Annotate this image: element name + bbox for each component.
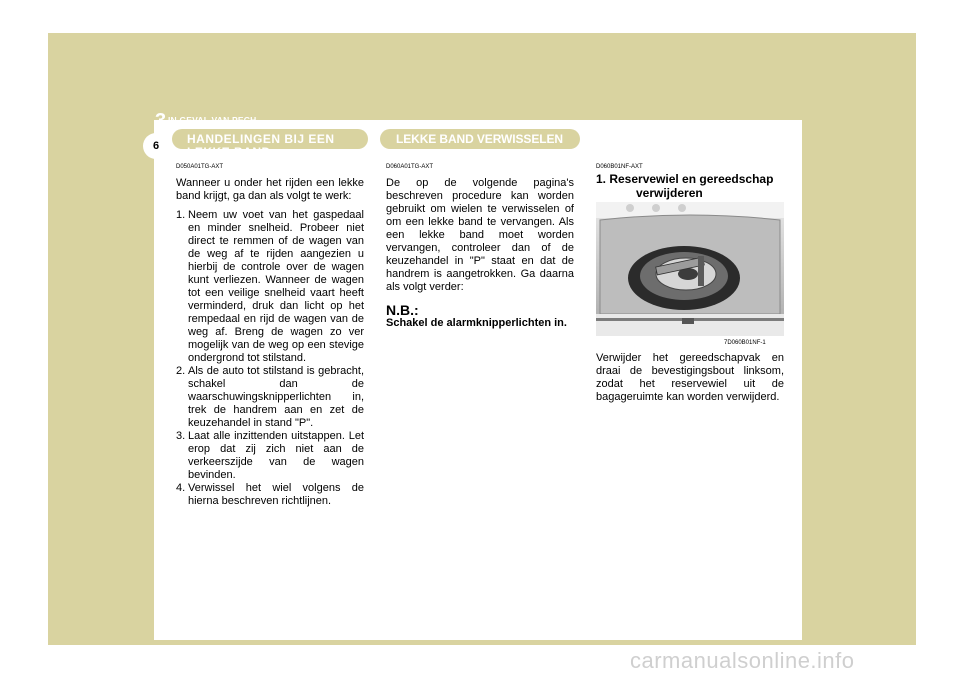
section-heading-flat-tire: HANDELINGEN BIJ EEN LEKKE BAND xyxy=(187,132,335,159)
subsection-heading xyxy=(596,172,786,200)
list-item xyxy=(176,209,364,365)
subsection-heading-line2: verwijderen xyxy=(636,186,703,200)
spare-wheel-photo xyxy=(596,202,784,336)
step-number: 4. xyxy=(176,482,186,494)
chapter-number: 3 xyxy=(155,110,167,132)
section-code: D050A01TG-AXT xyxy=(176,164,224,170)
section-heading-change-tire: LEKKE BAND VERWISSELEN xyxy=(396,132,563,146)
list-item xyxy=(176,482,364,508)
step-text: Laat alle inzittenden uitstappen. Let erop dat zij zich niet aan de verkeerszijde van de wagen bevinden. xyxy=(188,430,364,481)
step-text: Als de auto tot stilstand is gebracht, schakel dan de waarschuwingsknipperlichten in, trek de handrem aan en zet de keuzehandel in stand "P". xyxy=(188,365,364,429)
list-item xyxy=(176,365,364,430)
subsection-heading-line1: 1. Reservewiel en gereedschap xyxy=(596,172,774,186)
step-number: 1. xyxy=(176,209,186,221)
step-number: 3. xyxy=(176,430,186,442)
figure-code: 7D060B01NF-1 xyxy=(724,340,766,346)
list-item xyxy=(176,430,364,482)
section-code: D060A01TG-AXT xyxy=(386,164,434,170)
step-text: Verwissel het wiel volgens de hierna beschreven richtlijnen. xyxy=(188,482,364,507)
page-number: 6 xyxy=(152,140,160,152)
step-number: 2. xyxy=(176,365,186,377)
intro-paragraph: Wanneer u onder het rijden een lekke band krijgt, ga dan als volgt te werk: xyxy=(176,177,364,202)
step-text: Neem uw voet van het gaspedaal en minder snelheid. Probeer niet direct te remmen of de wagen van de weg af te rijden aangezien u hierbij de controle over de wagen kunt verliezen. Wanneer de wagen tot een veilige snelheid vaart heeft verminderd, druk dan licht op het rempedaal en rijd de wagen van de weg af. Breng de wagen zo ver mogelijk van de weg op een stevige ondergrond tot stilstand. xyxy=(188,209,364,364)
removal-paragraph: Verwijder het gereedschapvak en draai de bevestigingsbout linksom, zodat het reservewiel uit de bagageruimte kan worden verwijderd. xyxy=(596,352,784,403)
watermark: carmanualsonline.info xyxy=(630,648,855,673)
note-title: N.B.: xyxy=(386,302,419,318)
step-list xyxy=(176,209,364,508)
spare-wheel-illustration xyxy=(596,202,784,336)
chapter-title: IN GEVAL VAN PECH xyxy=(168,115,257,125)
section-code: D060B01NF-AXT xyxy=(596,164,643,170)
procedure-paragraph: De op de volgende pagina's beschreven procedure kan worden gebruikt om wielen te verwisselen of om een lekke band te vervangen. Als een lekke band moet worden vervangen, controleer dan of de keuzehandel in "P" staat en dat de handrem is aangetrokken. Ga daarna als volgt verder: xyxy=(386,177,574,293)
note-text: Schakel de alarmknipperlichten in. xyxy=(386,317,567,329)
column-middle xyxy=(386,177,574,330)
column-left xyxy=(176,177,364,508)
